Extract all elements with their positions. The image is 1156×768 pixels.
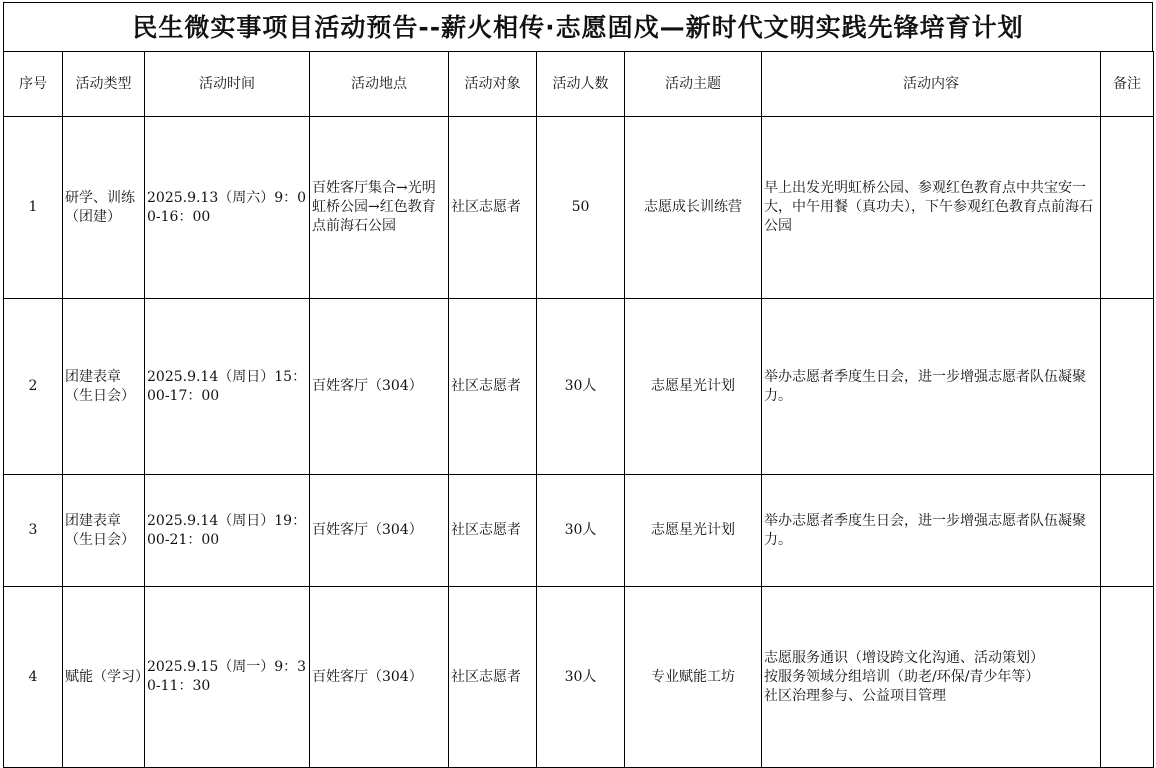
cell-place: 百姓客厅（304） xyxy=(310,475,449,587)
header-row xyxy=(4,52,1154,117)
activity-table xyxy=(3,51,1154,768)
cell-remark xyxy=(1101,475,1154,587)
table-row xyxy=(4,587,1154,768)
cell-type: 团建表章（生日会） xyxy=(63,299,145,475)
cell-time: 2025.9.13（周六）9：00-16：00 xyxy=(145,117,310,299)
cell-count: 30人 xyxy=(537,299,625,475)
cell-count: 50 xyxy=(537,117,625,299)
cell-content xyxy=(762,475,1101,587)
content-line: 社区治理参与、公益项目管理 xyxy=(764,687,946,704)
cell-time: 2025.9.14（周日）15：00-17：00 xyxy=(145,299,310,475)
cell-type: 赋能（学习） xyxy=(63,587,145,768)
cell-type: 研学、训练（团建） xyxy=(63,117,145,299)
header-cell-content: 活动内容 xyxy=(762,52,1101,117)
header-cell-theme: 活动主题 xyxy=(625,52,762,117)
table-row xyxy=(4,299,1154,475)
cell-place: 百姓客厅集合→光明虹桥公园→红色教育点前海石公园 xyxy=(310,117,449,299)
cell-remark xyxy=(1101,117,1154,299)
cell-theme: 志愿成长训练营 xyxy=(625,117,762,299)
content-line: 志愿服务通识（增设跨文化沟通、活动策划） xyxy=(764,649,1044,666)
table-row xyxy=(4,475,1154,587)
cell-target: 社区志愿者 xyxy=(449,299,537,475)
cell-no: 4 xyxy=(4,587,63,768)
sheet-title: 民生微实事项目活动预告--薪火相传·志愿固戍—新时代文明实践先锋培育计划 xyxy=(3,2,1153,51)
cell-count: 30人 xyxy=(537,475,625,587)
cell-theme: 志愿星光计划 xyxy=(625,475,762,587)
cell-type: 团建表章（生日会） xyxy=(63,475,145,587)
cell-theme: 专业赋能工坊 xyxy=(625,587,762,768)
header-cell-remark: 备注 xyxy=(1101,52,1154,117)
table-row xyxy=(4,117,1154,299)
cell-remark xyxy=(1101,587,1154,768)
cell-place: 百姓客厅（304） xyxy=(310,299,449,475)
content-line: 举办志愿者季度生日会，进一步增强志愿者队伍凝聚力。 xyxy=(764,368,1086,404)
cell-theme: 志愿星光计划 xyxy=(625,299,762,475)
header-cell-place: 活动地点 xyxy=(310,52,449,117)
cell-place: 百姓客厅（304） xyxy=(310,587,449,768)
content-line: 按服务领域分组培训（助老/环保/青少年等） xyxy=(764,668,1040,685)
activity-sheet xyxy=(3,2,1153,768)
cell-target: 社区志愿者 xyxy=(449,587,537,768)
cell-target: 社区志愿者 xyxy=(449,475,537,587)
content-line: 早上出发光明虹桥公园、参观红色教育点中共宝安一大，中午用餐（真功夫），下午参观红色教育点前海石公园 xyxy=(764,180,1093,234)
cell-count: 30人 xyxy=(537,587,625,768)
header-cell-type: 活动类型 xyxy=(63,52,145,117)
header-cell-target: 活动对象 xyxy=(449,52,537,117)
cell-content xyxy=(762,299,1101,475)
cell-no: 3 xyxy=(4,475,63,587)
cell-remark xyxy=(1101,299,1154,475)
cell-no: 1 xyxy=(4,117,63,299)
header-cell-count: 活动人数 xyxy=(537,52,625,117)
cell-no: 2 xyxy=(4,299,63,475)
cell-time: 2025.9.14（周日）19：00-21：00 xyxy=(145,475,310,587)
content-line: 举办志愿者季度生日会，进一步增强志愿者队伍凝聚力。 xyxy=(764,512,1086,548)
cell-target: 社区志愿者 xyxy=(449,117,537,299)
cell-time: 2025.9.15（周一）9：30-11：30 xyxy=(145,587,310,768)
cell-content xyxy=(762,587,1101,768)
header-cell-time: 活动时间 xyxy=(145,52,310,117)
header-cell-no: 序号 xyxy=(4,52,63,117)
cell-content xyxy=(762,117,1101,299)
